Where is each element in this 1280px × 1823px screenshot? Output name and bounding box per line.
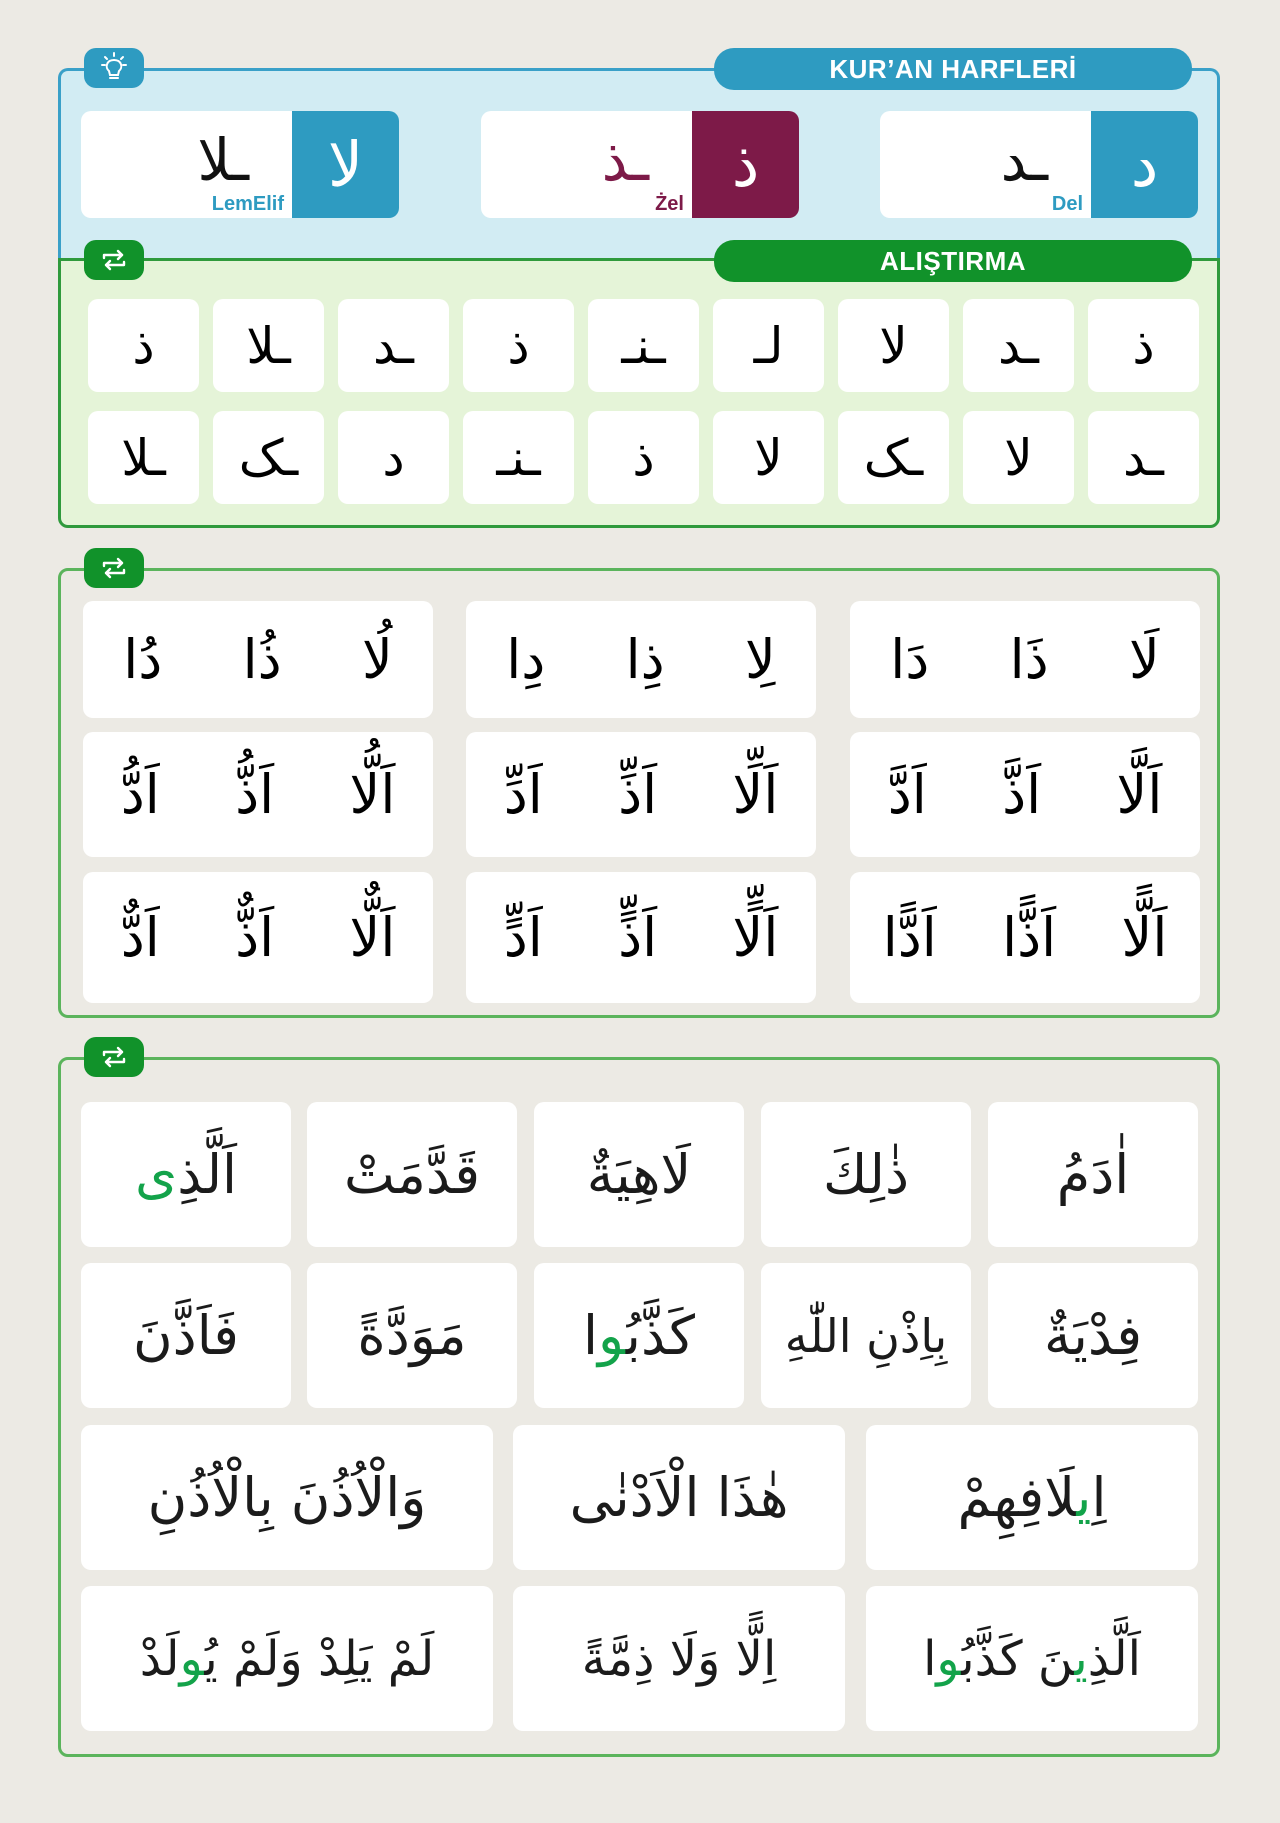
word-box[interactable]: لَاهِيَةٌ	[534, 1102, 744, 1247]
exercise-row-1	[81, 299, 1199, 392]
word-box[interactable]	[81, 1586, 493, 1731]
syllable[interactable]: اَذُّ	[235, 763, 275, 826]
letter-name: Żel	[655, 193, 684, 215]
word-box[interactable]: ذٰلِكَ	[761, 1102, 971, 1247]
letter-card-lemelif	[81, 111, 399, 218]
repeat-badge	[84, 240, 144, 280]
exercise-cell[interactable]: ـلا	[88, 411, 199, 504]
syllable[interactable]: ذُا	[242, 628, 282, 691]
exercise-cell[interactable]: لا	[838, 299, 949, 392]
exercise-cell[interactable]: ذ	[463, 299, 574, 392]
syllable-box	[850, 872, 1200, 1003]
syllable-box	[850, 601, 1200, 718]
letter-form: ـذ	[601, 126, 649, 194]
syllable-box	[83, 601, 433, 718]
word-box[interactable]: هٰذَا الْاَدْنٰى	[513, 1425, 845, 1570]
word-text: لَمْ يَلِدْ وَلَمْ يُولَدْ	[139, 1630, 435, 1687]
syllable[interactable]: اَذِّ	[618, 763, 658, 826]
lightbulb-icon	[97, 51, 131, 85]
repeat-icon	[99, 1042, 129, 1072]
repeat-badge	[84, 548, 144, 588]
exercise-cell[interactable]: لا	[713, 411, 824, 504]
syllable[interactable]: اَلَّا	[1116, 763, 1163, 826]
word-box[interactable]: فِدْيَةٌ	[988, 1263, 1198, 1408]
letter-name: Del	[1051, 193, 1083, 215]
syllable[interactable]: لُا	[362, 628, 393, 691]
letter-form: ـلا	[197, 126, 249, 194]
syllable-box	[466, 601, 816, 718]
exercise-cell[interactable]: ذ	[588, 411, 699, 504]
exercise-cell[interactable]: د	[338, 411, 449, 504]
syllable-box	[83, 732, 433, 857]
syllable-box	[83, 872, 433, 1003]
word-text: اِيلَافِهِمْ	[957, 1466, 1107, 1529]
syllable[interactable]: اَلٍّا	[732, 906, 779, 969]
exercise-cell[interactable]: ذ	[1088, 299, 1199, 392]
word-text: اَلَّذِى	[134, 1143, 238, 1206]
syllable[interactable]: اَدٌّ	[120, 906, 160, 969]
repeat-icon	[99, 553, 129, 583]
exercise-cell[interactable]: ـلا	[213, 299, 324, 392]
word-text: كَذَّبُوا	[583, 1304, 696, 1367]
exercise-cell[interactable]: ـک	[213, 411, 324, 504]
word-box[interactable]	[81, 1102, 291, 1247]
exercise-cell[interactable]: ـد	[1088, 411, 1199, 504]
letters-title: KUR’AN HARFLERİ	[714, 48, 1192, 90]
word-box[interactable]	[866, 1425, 1198, 1570]
syllable[interactable]: لَا	[1129, 628, 1160, 691]
word-text: بِاِذْنِ اللّٰهِ	[784, 1308, 948, 1363]
syllable[interactable]: اَدِّ	[503, 763, 543, 826]
exercise-cell[interactable]: ذ	[88, 299, 199, 392]
word-box[interactable]: قَدَّمَتْ	[307, 1102, 517, 1247]
syllable[interactable]: اَذًّا	[1002, 906, 1057, 969]
exercise-row-2	[81, 411, 1199, 504]
exercise-cell[interactable]: ـنـ	[588, 299, 699, 392]
letter-form: ـد	[1000, 126, 1048, 194]
word-box[interactable]	[761, 1263, 971, 1408]
letter-name: LemElif	[211, 193, 284, 215]
syllable[interactable]: ذِا	[625, 628, 665, 691]
word-box[interactable]: وَالْاُذُنَ بِالْاُذُنِ	[81, 1425, 493, 1570]
syllable[interactable]: ذَا	[1009, 628, 1049, 691]
syllable[interactable]: اَذَّ	[1002, 763, 1042, 826]
syllable[interactable]: اَدٍّ	[503, 906, 543, 969]
word-box[interactable]	[534, 1263, 744, 1408]
syllable[interactable]: اَدُّ	[120, 763, 160, 826]
letter-square: لا	[292, 111, 399, 218]
word-box[interactable]: اٰدَمُ	[988, 1102, 1198, 1247]
repeat-badge	[84, 1037, 144, 1077]
exercise-cell[interactable]: ـک	[838, 411, 949, 504]
repeat-icon	[99, 245, 129, 275]
letter-card-zel	[481, 111, 799, 218]
syllable[interactable]: لِا	[745, 628, 776, 691]
exercise-cell[interactable]: لا	[963, 411, 1074, 504]
syllable[interactable]: دُا	[123, 628, 163, 691]
letter-square: ذ	[692, 111, 799, 218]
syllable[interactable]: اَلٌّا	[349, 906, 396, 969]
word-box[interactable]: مَوَدَّةً	[307, 1263, 517, 1408]
lightbulb-badge	[84, 48, 144, 88]
word-box[interactable]: فَاَذَّنَ	[81, 1263, 291, 1408]
exercise-cell[interactable]: ـد	[963, 299, 1074, 392]
syllable[interactable]: اَلُّا	[349, 763, 396, 826]
syllable[interactable]: اَلًّا	[1121, 906, 1168, 969]
word-box[interactable]: اِلًّا وَلَا ذِمَّةً	[513, 1586, 845, 1731]
syllable-box	[466, 732, 816, 857]
syllable[interactable]: اَلِّا	[732, 763, 779, 826]
letter-square: د	[1091, 111, 1198, 218]
word-text: اَلَّذِينَ كَذَّبُوا	[923, 1630, 1141, 1687]
exercise-title: ALIŞTIRMA	[714, 240, 1192, 282]
syllable-box	[466, 872, 816, 1003]
exercise-cell[interactable]: ـنـ	[463, 411, 574, 504]
syllable[interactable]: اَدَّ	[887, 763, 927, 826]
exercise-cell[interactable]: ـد	[338, 299, 449, 392]
syllable[interactable]: دَا	[890, 628, 930, 691]
word-box[interactable]	[866, 1586, 1198, 1731]
syllable[interactable]: اَذٌّ	[235, 906, 275, 969]
syllable[interactable]: اَدًّا	[882, 906, 937, 969]
syllable-box	[850, 732, 1200, 857]
exercise-cell[interactable]: لـ	[713, 299, 824, 392]
letter-card-del	[880, 111, 1198, 218]
syllable[interactable]: اَذٍّ	[618, 906, 658, 969]
syllable[interactable]: دِا	[506, 628, 546, 691]
